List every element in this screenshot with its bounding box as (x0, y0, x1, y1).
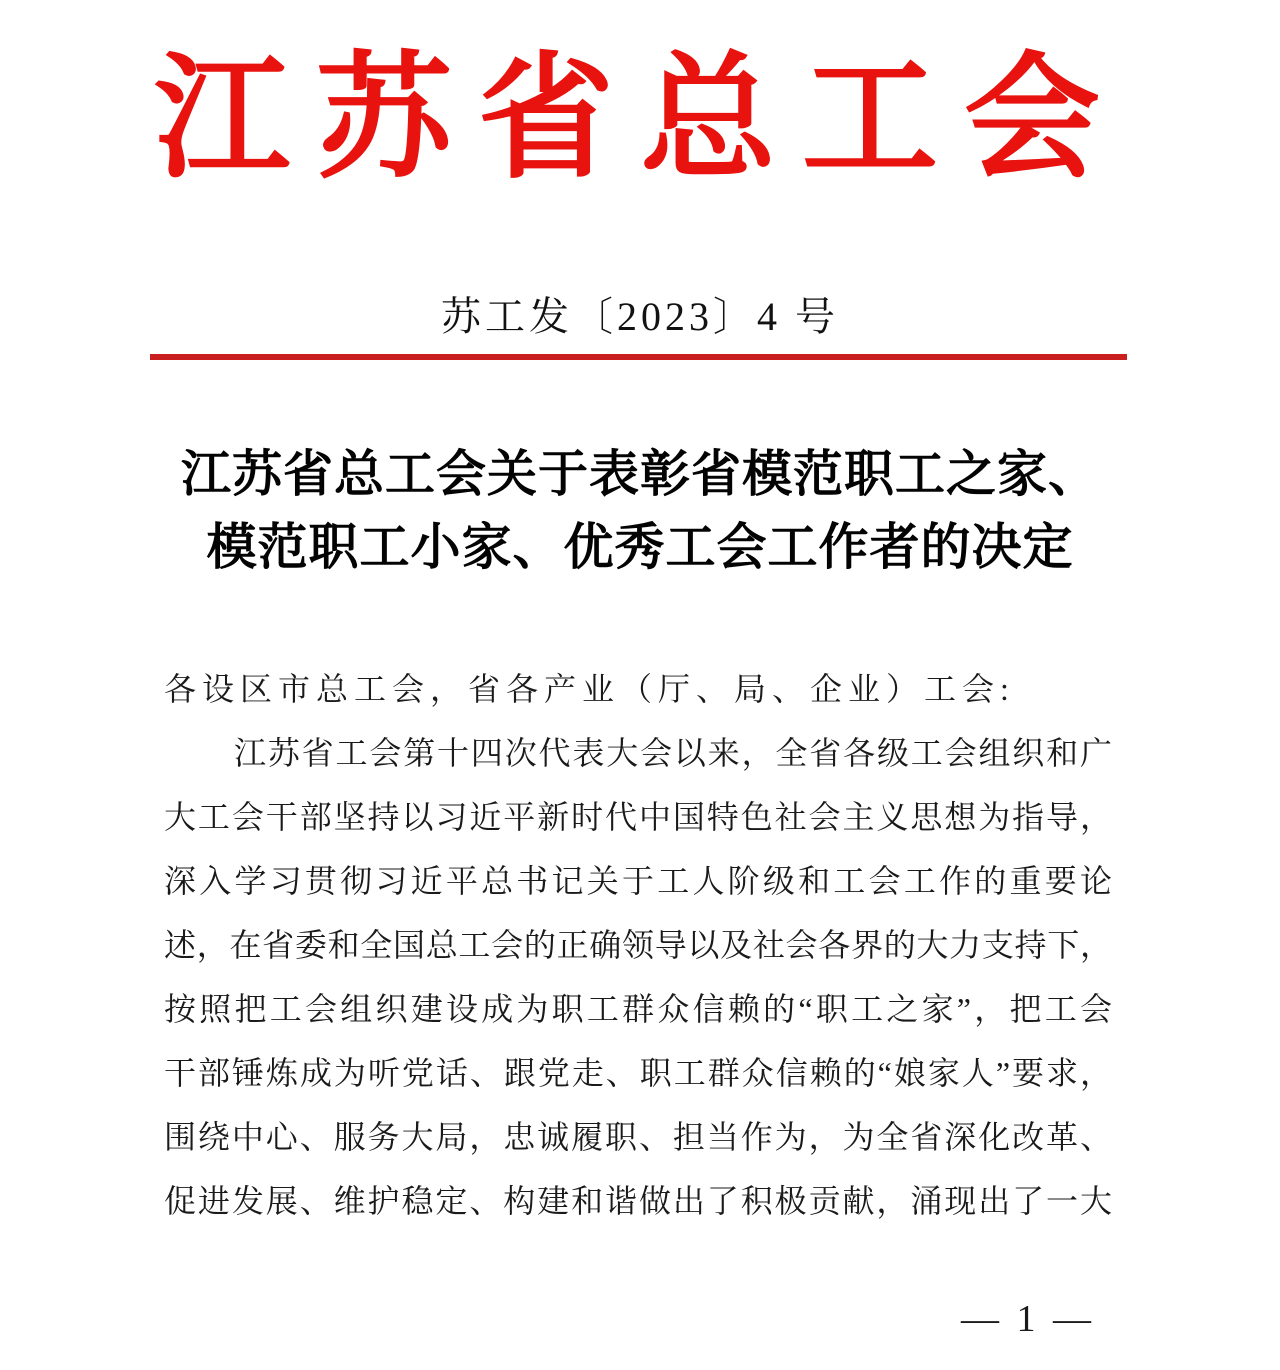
salutation-line: 各设区市总工会，省各产业（厅、局、企业）工会: (164, 671, 1015, 707)
body-line: 大工会干部坚持以习近平新时代中国特色社会主义思想为指导， (164, 799, 1112, 835)
body-line: 江苏省工会第十四次代表大会以来，全省各级工会组织和广 (234, 735, 1112, 771)
body-line: 深入学习贯彻习近平总书记关于工人阶级和工会工作的重要论 (164, 863, 1112, 899)
letterhead-title: 江苏省总工会 (154, 45, 1126, 195)
paragraph-lines (164, 721, 1112, 1233)
body-line: 干部锤炼成为听党话、跟党走、职工群众信赖的“娘家人”要求， (164, 1055, 1112, 1091)
document-title-line-2: 模范职工小家、优秀工会工作者的决定 (206, 519, 1074, 575)
red-divider-line (150, 354, 1127, 360)
body-line: 述，在省委和全国总工会的正确领导以及社会各界的大力支持下， (164, 927, 1112, 963)
body-line: 围绕中心、服务大局，忠诚履职、担当作为，为全省深化改革、 (164, 1119, 1112, 1155)
body-line: 促进发展、维护稳定、构建和谐做出了积极贡献，涌现出了一大 (164, 1183, 1112, 1219)
document-title-line-1: 江苏省总工会关于表彰省模范职工之家、 (181, 446, 1099, 502)
page-number: — 1 — (961, 1298, 1095, 1340)
document-body (164, 657, 1112, 1233)
document-title (0, 438, 1280, 584)
document-number: 苏工发〔2023〕4 号 (441, 294, 839, 339)
body-line: 按照把工会组织建设成为职工群众信赖的“职工之家”，把工会 (164, 991, 1112, 1027)
